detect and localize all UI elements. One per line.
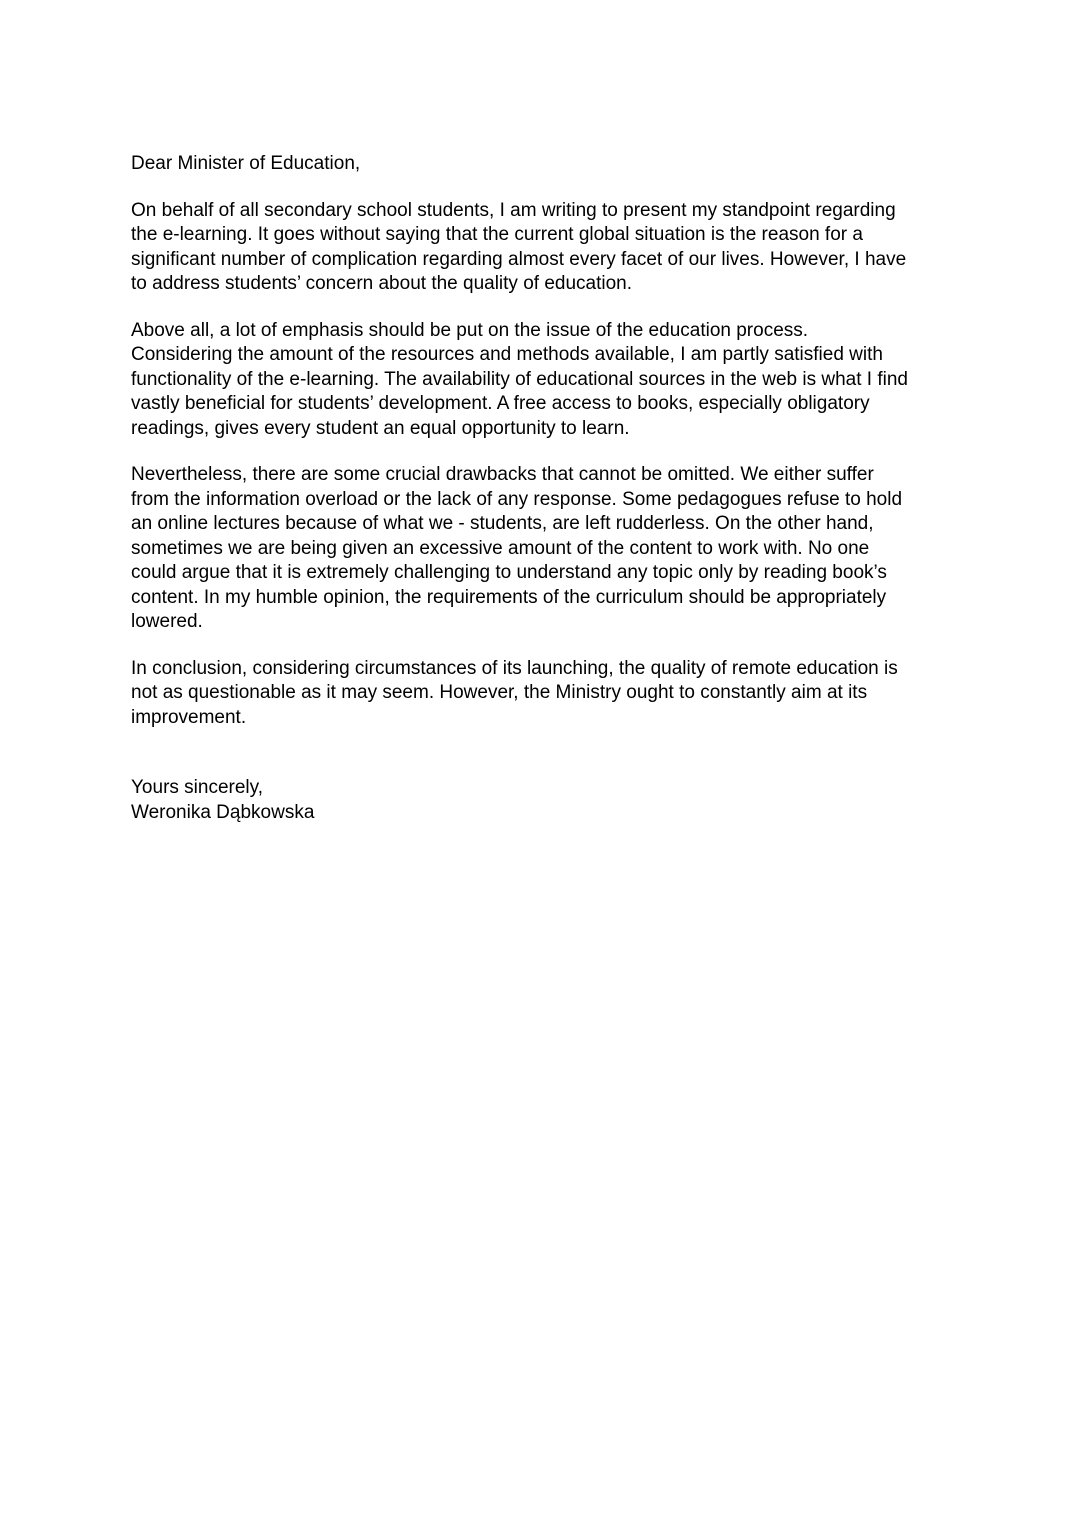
closing-spacer <box>131 752 961 776</box>
salutation: Dear Minister of Education, <box>131 153 361 174</box>
paragraph-line: In conclusion, considering circumstances of its launching, the quality of remote education is <box>131 657 898 679</box>
paragraph-intro <box>131 199 961 297</box>
paragraph-advantages <box>131 319 961 442</box>
paragraph-line: vastly beneficial for students’ development. A free access to books, especially obligatory <box>131 393 870 414</box>
paragraph-line: readings, gives every student an equal opportunity to learn. <box>131 417 630 439</box>
paragraph-line: significant number of complication regarding almost every facet of our lives. However, I have <box>131 248 907 270</box>
paragraph-line: from the information overload or the lack of any response. Some pedagogues refuse to hold <box>131 488 903 510</box>
paragraph-line: Above all, a lot of emphasis should be put on the issue of the education process. <box>131 319 809 341</box>
paragraph-line: sometimes we are being given an excessive amount of the content to work with. No one <box>131 537 870 559</box>
paragraph-conclusion <box>131 657 961 731</box>
paragraph-line: not as questionable as it may seem. However, the Ministry ought to constantly aim at its <box>131 682 868 703</box>
paragraph-line: Considering the amount of the resources and methods available, I am partly satisfied with <box>131 344 883 365</box>
paragraph-line: to address students’ concern about the quality of education. <box>131 273 633 294</box>
paragraph-line: On behalf of all secondary school students, I am writing to present my standpoint regarding <box>131 199 896 221</box>
paragraph-line: functionality of the e-learning. The availability of educational sources in the web is what I find <box>131 368 908 390</box>
paragraph-line: content. In my humble opinion, the requirements of the curriculum should be appropriately <box>131 586 887 608</box>
paragraph-line: improvement. <box>131 706 247 728</box>
signature: Weronika Dąbkowska <box>131 801 315 823</box>
paragraph-line: the e-learning. It goes without saying that the current global situation is the reason for a <box>131 224 863 245</box>
paragraph-line: lowered. <box>131 611 203 632</box>
paragraph-line: Nevertheless, there are some crucial drawbacks that cannot be omitted. We either suffer <box>131 464 874 485</box>
closing: Yours sincerely, <box>131 777 264 798</box>
letter <box>131 152 961 825</box>
paragraph-drawbacks <box>131 463 961 635</box>
paragraph-line: an online lectures because of what we - students, are left rudderless. On the other hand, <box>131 513 874 534</box>
paragraph-line: could argue that it is extremely challenging to understand any topic only by reading book’s <box>131 562 887 583</box>
